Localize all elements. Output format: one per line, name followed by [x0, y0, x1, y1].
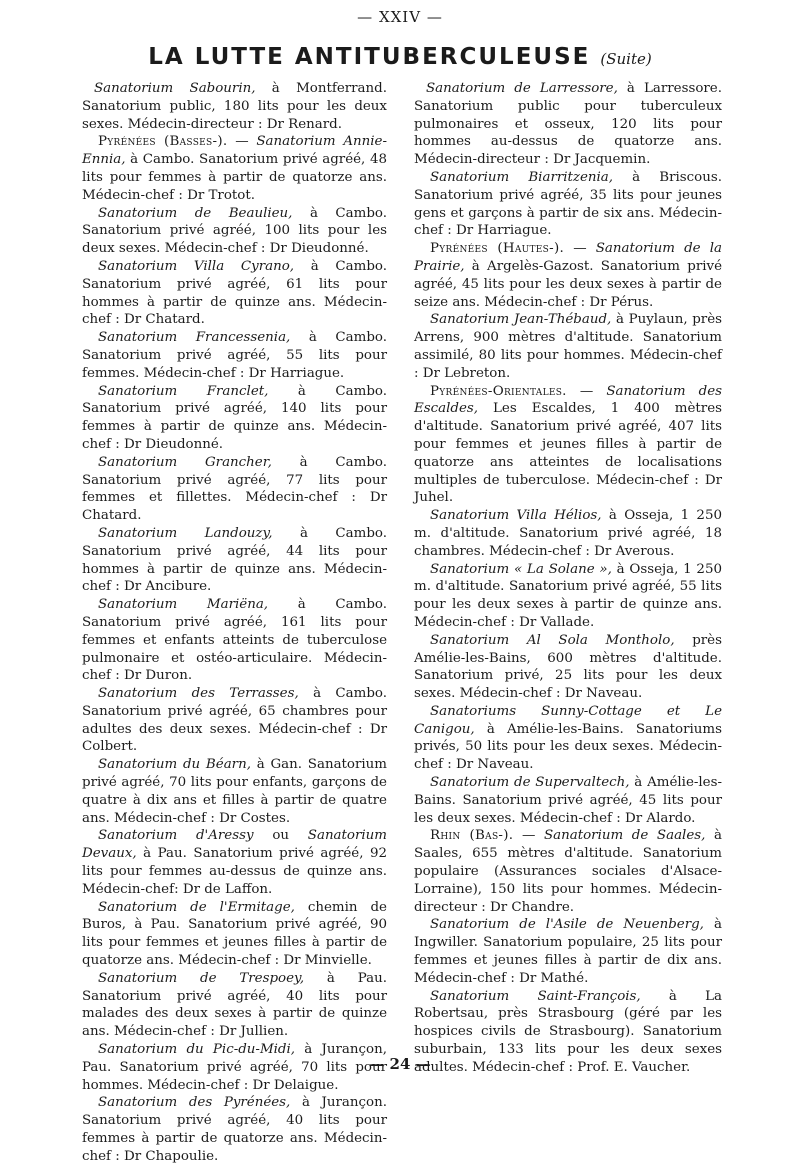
sanatorium-entry [82, 685, 387, 756]
sanatorium-entry: Pyrénées-Orientales. — Sanatorium des Escaldes, Les Escaldes, 1 400 mètres d'altitude. Sanatorium privé agréé, 407 lits pour femmes et jeunes filles à partir de quatorze ans atteintes de localisations multiples de tuberculose. Médecin-chef : Dr Juhel. [414, 383, 722, 506]
sanatorium-entry [82, 383, 387, 454]
entry-text: à Amélie-les-Bains. Sanatorium privé agréé, 45 lits pour les deux sexes. Médecin-chef : Dr Alardo. [414, 775, 722, 826]
sanatorium-entry [82, 827, 387, 898]
entry-text: à Cambo. Sanatorium privé agréé, 77 lits pour femmes et fillettes. Médecin-chef : Dr Chatard. [82, 454, 387, 524]
sanatorium-name: Sanatorium des Pyrénées, [98, 1095, 291, 1111]
entry-text: à Cambo. Sanatorium privé agréé, 161 lits pour femmes et enfants atteints de tuberculose pulmonaire et ostéo-articulaire. Médecin-chef : Dr Duron. [82, 597, 388, 684]
title-main: LA LUTTE ANTITUBERCULEUSE [148, 44, 591, 70]
sanatorium-name: Sanatorium de Beaulieu, [98, 205, 293, 221]
sanatorium-entry [82, 454, 387, 525]
region-heading: Rhin (Bas-). [430, 828, 514, 844]
entry-text: à Cambo. Sanatorium privé agréé, 61 lits pour hommes à partir de quinze ans. Médecin-chef : Dr Chatard. [82, 258, 387, 328]
entry-text: Les Escaldes, 1 400 mètres d'altitude. Sanatorium privé agréé, 407 lits pour femmes et jeunes filles à partir de quatorze ans atteintes de localisations multiples de tuberculose. Médecin-chef : Dr Juhel. [414, 401, 722, 506]
entry-text: à Cambo. Sanatorium privé agréé, 100 lits pour les deux sexes. Médecin-chef : Dr Dieudonné. [82, 205, 388, 257]
region-heading: Pyrénées-Orientales. [430, 383, 567, 399]
entry-text: à Cambo. Sanatorium privé agréé, 65 chambres pour adultes des deux sexes. Médecin-chef : Dr Colbert. [82, 686, 387, 755]
entry-text: à Gan. Sanatorium privé agréé, 70 lits pour enfants, garçons de quatre à dix ans et filles à partir de quatre ans. Médecin-chef : Dr Costes. [82, 757, 388, 826]
sanatorium-entry [82, 329, 387, 382]
entry-text: à Amélie-les-Bains. Sanatoriums privés, 50 lits pour les deux sexes. Médecin-chef : Dr Naveau. [414, 721, 722, 773]
sanatorium-name: Sanatorium des Terrasses, [98, 686, 299, 702]
entry-text: chemin de Buros, à Pau. Sanatorium privé agréé, 90 lits pour femmes et jeunes filles à partir de quatorze ans. Médecin-chef : Dr Minvielle. [82, 899, 387, 969]
sanatorium-name: Sanatorium de Larressore, [426, 81, 618, 96]
entry-text: à Cambo. Sanatorium privé agréé, 55 lits pour femmes. Médecin-chef : Dr Harriague. [82, 330, 387, 381]
entry-text: à Argelès-Gazost. Sanatorium privé agréé, 45 lits pour les deux sexes à partir de seize ans. Médecin-chef : Dr Pérus. [414, 258, 722, 310]
sanatorium-name: Sanatorium Villa Hélios, [430, 508, 602, 524]
sanatorium-name: Sanatorium Landouzy, [98, 525, 273, 541]
roman-folio: — XXIV — [357, 8, 443, 26]
sanatorium-entry: Rhin (Bas-). — Sanatorium de Saales, à Saales, 655 mètres d'altitude. Sanatorium populaire (Assurances sociales d'Alsace-Lorraine), 150 lits pour hommes. Médecin-directeur : Dr Chandre. [414, 828, 723, 915]
sanatorium-entry [414, 916, 722, 987]
entry-text: à Larressore. Sanatorium public pour tuberculeux pulmonaires et osseux, 120 lits pour hommes au-dessus de quatorze ans. Médecin-directeur : Dr Jacquemin. [414, 81, 722, 168]
sanatorium-name: Sanatorium d'Aressy [98, 828, 254, 844]
entry-text: à Ingwiller. Sanatorium populaire, 25 lits pour femmes et jeunes filles à partir de dix ans. Médecin-chef : Dr Mathé. [414, 917, 722, 986]
sanatorium-entry [82, 205, 387, 258]
sanatorium-entry [82, 258, 387, 329]
region-heading: Pyrénées (Hautes-). [430, 241, 565, 257]
page-title [0, 44, 800, 70]
sanatorium-name: Sanatorium du Béarn, [98, 757, 251, 773]
sanatorium-entry [414, 703, 722, 774]
sanatorium-name: Sanatorium de l'Ermitage, [98, 899, 295, 915]
sanatorium-entry [414, 169, 722, 240]
sanatorium-name: Sanatorium Franclet, [98, 383, 269, 399]
sanatorium-name: Sanatorium de Saales, [543, 828, 706, 844]
sanatorium-name: Sanatorium Villa Cyrano, [98, 258, 295, 274]
entry-text: à Cambo. Sanatorium privé agréé, 44 lits pour hommes à partir de quinze ans. Médecin-chef : Dr Ancibure. [82, 525, 388, 595]
sanatorium-entry [82, 525, 387, 596]
entry-text: ou [253, 828, 308, 844]
sanatorium-entry: Pyrénées (Hautes-). — Sanatorium de la Prairie, à Argelès-Gazost. Sanatorium privé agréé, 45 lits pour les deux sexes à partir de seize ans. Médecin-chef : Dr Pérus. [414, 241, 723, 310]
sanatorium-name: Sanatorium Francessenia, [98, 330, 291, 346]
page-number: — 24 — [369, 1055, 431, 1073]
entry-text: à Pau. Sanatorium privé agréé, 40 lits pour malades des deux sexes à partir de quinze ans. Médecin-chef : Dr Jullien. [82, 970, 387, 1040]
sanatorium-entry [414, 561, 722, 632]
sanatorium-entry [82, 1094, 387, 1165]
entry-text: à Cambo. Sanatorium privé agréé, 48 lits pour femmes à partir de quatorze ans. Médecin-chef : Dr Trotot. [82, 152, 387, 203]
sanatorium-name: Sanatorium de l'Asile de Neuenberg, [430, 917, 704, 933]
sanatorium-name: Sanatorium de la Prairie, [414, 241, 723, 274]
entry-text: à Briscous. Sanatorium privé agréé, 35 lits pour jeunes gens et garçons à partir de six ans. Médecin-chef : Dr Harriague. [414, 169, 722, 239]
entry-text: à Cambo. Sanatorium privé agréé, 140 lits pour femmes à partir de quinze ans. Médecin-chef : Dr Dieudonné. [82, 383, 387, 452]
sanatorium-name: Sanatorium Grancher, [98, 454, 272, 470]
sanatorium-name: Sanatoriums Sunny-Cottage et Le Canigou, [414, 703, 722, 737]
entry-text: à Pau. Sanatorium privé agréé, 92 lits pour femmes au-dessus de quinze ans. Médecin-chef: Dr de Laffon. [82, 846, 387, 897]
entry-text: à Jurançon. Sanatorium privé agréé, 40 lits pour femmes à partir de quatorze ans. Médecin-chef : Dr Chapoulie. [82, 1095, 387, 1164]
sanatorium-entry [414, 507, 722, 560]
sanatorium-entry [82, 80, 387, 133]
sanatorium-name: Sanatorium Biarritzenia, [430, 169, 614, 185]
sanatorium-entry [414, 311, 722, 382]
sanatorium-entry [414, 774, 722, 827]
sanatorium-name: Sanatorium Mariëna, [98, 597, 269, 613]
sanatorium-name: Sanatorium Devaux, [82, 828, 387, 862]
sanatorium-entry [82, 756, 387, 827]
entry-text: à Montferrand. Sanatorium public, 180 lits pour les deux sexes. Médecin-directeur : Dr Renard. [82, 81, 387, 132]
sanatorium-entry [414, 632, 722, 703]
sanatorium-name: Sanatorium de Supervaltech, [430, 775, 630, 791]
entry-text: à Jurançon, Pau. Sanatorium privé agréé, 70 lits pour hommes. Médecin-chef : Dr Delaigue. [82, 1042, 387, 1093]
left-column [82, 80, 387, 1166]
entry-text: à Puylaun, près Arrens, 900 mètres d'altitude. Sanatorium assimilé, 80 lits pour hommes. Médecin-chef : Dr Lebreton. [414, 312, 722, 381]
title-suite: (Suite) [600, 50, 652, 68]
sanatorium-entry: Pyrénées (Basses-). — Sanatorium Annie-Ennia, à Cambo. Sanatorium privé agréé, 48 lits pour femmes à partir de quatorze ans. Médecin-chef : Dr Trotot. [82, 134, 388, 203]
entry-text: à Osseja, 1 250 m. d'altitude. Sanatorium privé agréé, 55 lits pour les deux sexes à partir de quinze ans. Médecin-chef : Dr Vallade. [414, 561, 722, 630]
sanatorium-entry [414, 80, 722, 169]
region-heading: Pyrénées (Basses-). [98, 134, 228, 150]
sanatorium-name: Sanatorium Jean-Thébaud, [430, 312, 612, 328]
sanatorium-name: Sanatorium du Pic-du-Midi, [98, 1042, 296, 1058]
sanatorium-name: Sanatorium Al Sola Montholo, [430, 632, 675, 648]
sanatorium-name: Sanatorium Saint-François, [430, 988, 641, 1004]
entry-text: à Saales, 655 mètres d'altitude. Sanatorium populaire (Assurances sociales d'Alsace-Lorraine), 150 lits pour hommes. Médecin-directeur : Dr Chandre. [414, 828, 723, 915]
right-column [414, 80, 722, 1077]
sanatorium-name: Sanatorium de Trespoey, [98, 970, 305, 986]
sanatorium-name: Sanatorium Sabourin, [94, 81, 256, 96]
sanatorium-name: Sanatorium des Escaldes, [414, 383, 722, 417]
entry-text: à La Robertsau, près Strasbourg (géré par les hospices civils de Strasbourg). Sanatorium suburbain, 133 lits pour les deux sexes adultes. Médecin-chef : Prof. E. Vaucher. [414, 988, 722, 1075]
sanatorium-name: Sanatorium Annie-Ennia, [82, 134, 388, 168]
entry-text: près Amélie-les-Bains, 600 mètres d'altitude. Sanatorium privé, 25 lits pour les deux sexes. Médecin-chef : Dr Naveau. [414, 632, 722, 702]
entry-text: à Osseja, 1 250 m. d'altitude. Sanatorium privé agréé, 18 chambres. Médecin-chef : Dr Averous. [414, 508, 722, 559]
sanatorium-entry [82, 596, 387, 685]
sanatorium-name: Sanatorium « La Solane », [430, 561, 612, 577]
sanatorium-entry [82, 899, 387, 970]
sanatorium-entry [82, 970, 387, 1041]
